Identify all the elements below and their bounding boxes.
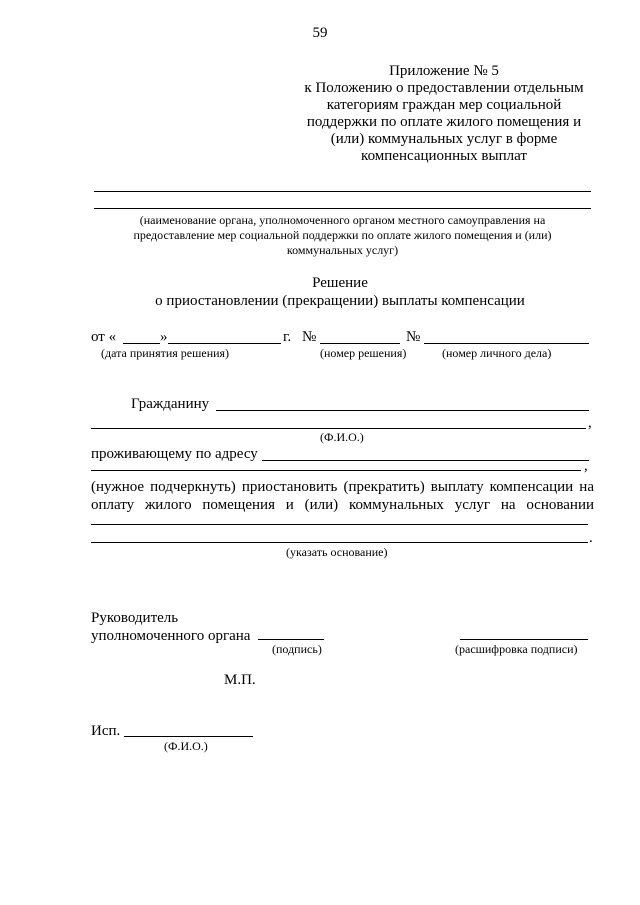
head-title-line-1: Руководитель (91, 610, 179, 626)
authority-hint-line: коммунальных услуг) (286, 243, 399, 257)
basis-field-1[interactable] (91, 524, 588, 525)
body-text-line-1: (нужное подчеркнуть) приостановить (прекратить) выплату компенсации на (91, 479, 594, 495)
citizen-name-field[interactable] (216, 410, 589, 411)
case-number-sign: № (406, 329, 421, 345)
citizen-name-field-2[interactable] (91, 428, 586, 429)
head-title-line-2: уполномоченного органа (91, 628, 251, 644)
authority-hint-line: (наименование органа, уполномоченного органом местного самоуправления на (139, 213, 546, 227)
case-number-field[interactable] (424, 343, 589, 344)
decision-number-field[interactable] (320, 343, 400, 344)
appendix-line: компенсационных выплат (361, 148, 527, 164)
case-number-hint: (номер личного дела) (442, 346, 552, 360)
authority-name-field-2[interactable] (94, 208, 591, 209)
body-text-line-2: оплату жилого помещения и (или) коммунальных услуг на основании (91, 497, 594, 513)
date-day-field[interactable] (123, 343, 160, 344)
signature-decoding-field[interactable] (460, 639, 588, 640)
date-quote-close: » (160, 329, 168, 345)
address-comma: , (584, 458, 588, 474)
citizen-label: Гражданину (131, 396, 210, 412)
executor-label: Исп. (91, 723, 121, 739)
date-hint: (дата принятия решения) (101, 346, 230, 360)
appendix-line: (или) коммунальных услуг в форме (330, 131, 558, 147)
appendix-line: поддержки по оплате жилого помещения и (306, 114, 582, 130)
basis-period: . (589, 530, 593, 546)
executor-name-field[interactable] (124, 736, 253, 737)
decision-number-sign: № (302, 329, 317, 345)
signature-hint: (подпись) (272, 642, 322, 656)
appendix-line: категориям граждан мер социальной (326, 97, 562, 113)
page-number: 59 (312, 25, 328, 41)
appendix-line: Приложение № 5 (389, 63, 499, 79)
decision-number-hint: (номер решения) (320, 346, 407, 360)
authority-hint (94, 213, 591, 258)
appendix-line: к Положению о предоставлении отдельным (304, 80, 584, 96)
citizen-fio-hint: (Ф.И.О.) (320, 430, 364, 444)
signature-field[interactable] (258, 639, 324, 640)
address-field[interactable] (262, 460, 589, 461)
basis-hint: (указать основание) (286, 545, 388, 559)
authority-hint-line: предоставление мер социальной поддержки по оплате жилого помещения и (или) (133, 228, 552, 242)
authority-name-field-1[interactable] (94, 191, 591, 192)
date-prefix: от « (91, 329, 117, 345)
citizen-comma: , (588, 415, 592, 431)
appendix-header (294, 63, 594, 165)
address-field-2[interactable] (91, 470, 581, 471)
decision-subtitle: о приостановлении (прекращении) выплаты компенсации (155, 293, 525, 309)
address-label: проживающему по адресу (91, 446, 258, 462)
signature-decoding-hint: (расшифровка подписи) (455, 642, 578, 656)
date-year-suffix: г. (283, 329, 292, 345)
stamp-placeholder: М.П. (224, 672, 256, 688)
basis-field-2[interactable] (91, 542, 588, 543)
decision-title: Решение (312, 275, 368, 291)
date-month-field[interactable] (168, 343, 281, 344)
executor-fio-hint: (Ф.И.О.) (164, 739, 208, 753)
